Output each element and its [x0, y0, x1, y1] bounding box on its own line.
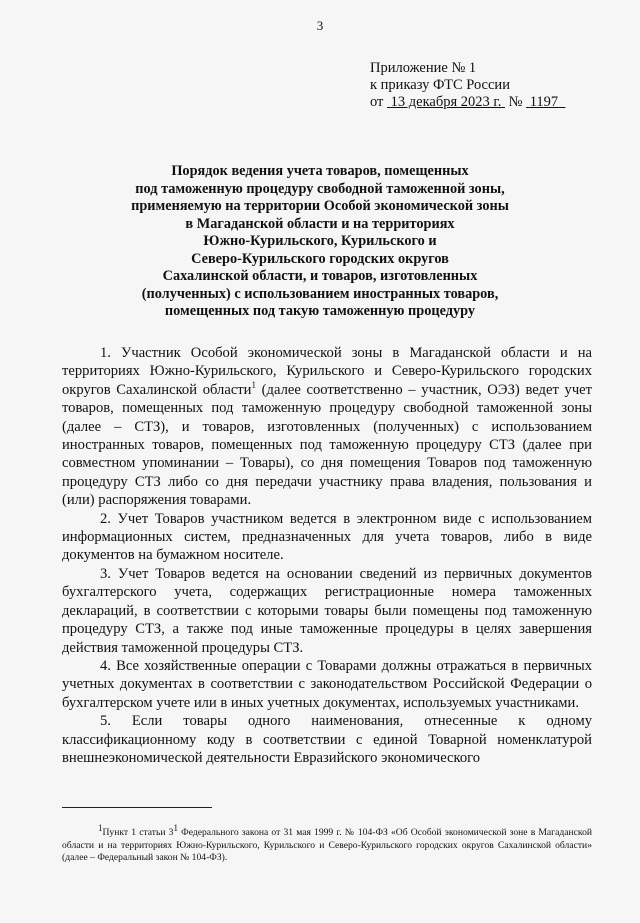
paragraph-3: 3. Учет Товаров ведется на основании сведений из первичных документов бухгалтерского учета, содержащих регистрационные номера таможенных деклараций, в соответствии с которыми товары были помещены под таможенную процедуру СТЗ, а также под иные таможенные процедуры в целях завершения действия таможенной процедуры СТЗ. [62, 565, 592, 656]
title-line: Северо-Курильского городских округов [191, 250, 449, 267]
order-number: 1197 [529, 94, 559, 110]
footnote-ref[interactable]: 1 [251, 379, 256, 390]
title-line: Порядок ведения учета товаров, помещенных [171, 163, 469, 179]
footnote-marker: 1 [98, 822, 103, 833]
title-line: под таможенную процедуру свободной таможенной зоны, [135, 180, 505, 197]
title-line: Южно-Курильского, Курильского и [203, 233, 437, 249]
order-date: 13 декабря 2023 г. [390, 94, 502, 110]
paragraph-1: 1. Участник Особой экономической зоны в Магаданской области и на территориях Южно-Курильского, Курильского и Северо-Курильского городских округов Сахалинской области$^1$ (далее соответственно – участник, ОЭЗ) ведет учет товаров, помещенных под таможенную процедуру свободной таможенной зоны (далее – СТЗ), и товаров, изготовленных (полученных) с использованием иностранных товаров, помещенных под таможенную процедуру СТЗ (далее при совместном упоминании – Товары), со дня помещения Товаров под таможенную процедуру СТЗ либо со дня передачи участнику права владения, пользования и (или) распоряжения товарами. [62, 345, 593, 509]
appendix-title: Приложение № 1 [370, 60, 477, 76]
appendix-header [370, 60, 565, 111]
title-line: в Магаданской области и на территориях [185, 215, 455, 232]
appendix-order-ref: к приказу ФТС России [370, 77, 510, 93]
title-line: Сахалинской области, и товаров, изготовленных [162, 268, 478, 284]
document-body [62, 344, 592, 767]
document-title [90, 163, 550, 321]
paragraph-2: 2. Учет Товаров участником ведется в электронном виде с использованием информационных систем, предназначенных для учета товаров, либо в виде документов на бумажном носителе. [62, 510, 592, 564]
appendix-date-line [370, 94, 565, 111]
paragraph-4: 4. Все хозяйственные операции с Товарами должны отражаться в первичных учетных документах в соответствии с законодательством Российской Федерации о бухгалтерском учете или в иных учетных документах, используемых участниками. [62, 657, 592, 711]
page-number: 3 [316, 18, 324, 33]
footnote-divider [62, 807, 212, 808]
title-line: применяемую на территории Особой экономической зоны [131, 198, 509, 214]
date-prefix: от [370, 94, 384, 110]
title-line: помещенных под такую таможенную процедуру [164, 303, 476, 319]
paragraph-5: 5. Если товары одного наименования, отнесенные к одному классификационному коду в соответствии с единой Товарной номенклатурой внешнеэкономической деятельности Евразийского экономического [62, 713, 592, 766]
number-prefix: № [508, 94, 523, 110]
title-line: (полученных) с использованием иностранных товаров, [141, 285, 499, 302]
footnote: $^1$Пункт 1 статьи $3^1$ Федерального закона от 31 мая 1999 г. № 104-ФЗ «Об Особой экономической зоне в Магаданской области и на территориях Южно-Курильского, Курильского и Северо-Курильского городских округов Сахалинской области» (далее – Федеральный закон № 104-ФЗ). [62, 822, 593, 863]
